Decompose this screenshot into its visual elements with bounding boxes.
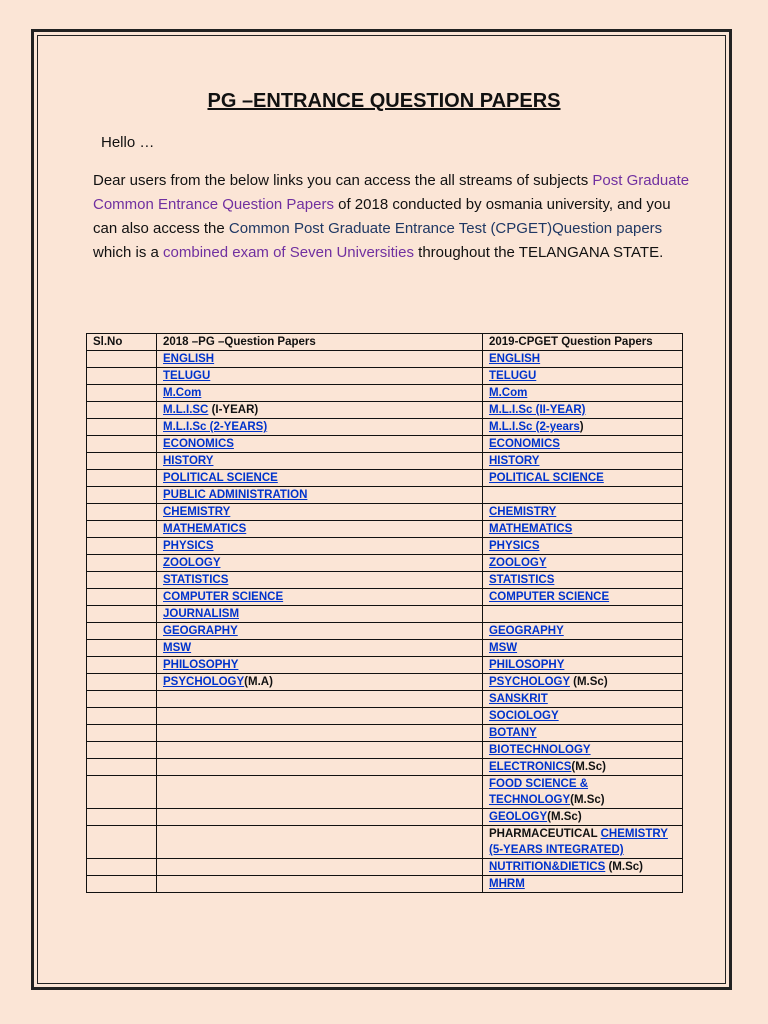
paper-qualifier: ): [579, 421, 584, 433]
table-row: [87, 759, 683, 776]
paper-2019-cell: [483, 419, 683, 436]
intro-text-1: Dear users from the below links you can access the all streams of subjects: [93, 172, 593, 189]
paper-2019-cell: [483, 402, 683, 419]
paper-2018-cell: [157, 538, 483, 555]
paper-2018-link[interactable]: ZOOLOGY: [163, 557, 221, 569]
table-body: [87, 351, 683, 893]
paper-2018-link[interactable]: POLITICAL SCIENCE: [163, 472, 278, 484]
sl-no-cell: [87, 368, 157, 385]
paper-2019-link[interactable]: PHYSICS: [489, 540, 540, 552]
table-row: [87, 385, 683, 402]
paper-2019-link[interactable]: MSW: [489, 642, 518, 654]
table-row: [87, 572, 683, 589]
paper-2019-link[interactable]: PSYCHOLOGY: [489, 676, 570, 688]
paper-2019-link[interactable]: MHRM: [489, 878, 525, 890]
paper-2019-cell: [483, 351, 683, 368]
table-row: [87, 657, 683, 674]
paper-2019-link[interactable]: PHILOSOPHY: [489, 659, 565, 671]
table-row: [87, 521, 683, 538]
intro-highlight-pgcet: Post Graduate Common Entrance Question Papers: [93, 172, 690, 213]
paper-2019-link[interactable]: M.Com: [489, 387, 528, 399]
paper-2019-cell: [483, 640, 683, 657]
paper-2019-cell: [483, 538, 683, 555]
sl-no-cell: [87, 555, 157, 572]
paper-2019-cell: [483, 623, 683, 640]
sl-no-cell: [87, 606, 157, 623]
paper-2019-cell: [483, 876, 683, 893]
paper-2019-cell: [483, 521, 683, 538]
paper-qualifier: (M.Sc): [547, 811, 582, 823]
paper-2019-link[interactable]: STATISTICS: [489, 574, 555, 586]
table-row: [87, 708, 683, 725]
paper-2019-link[interactable]: TELUGU: [489, 370, 537, 382]
paper-2019-cell: [483, 385, 683, 402]
sl-no-cell: [87, 657, 157, 674]
paper-2018-cell: [157, 657, 483, 674]
paper-2018-cell: [157, 691, 483, 708]
table-row: [87, 589, 683, 606]
paper-2019-link[interactable]: GEOGRAPHY: [489, 625, 564, 637]
sl-no-cell: [87, 809, 157, 826]
table-row: [87, 859, 683, 876]
paper-2019-cell: [483, 368, 683, 385]
paper-2019-cell: [483, 606, 683, 623]
paper-2019-cell: [483, 742, 683, 759]
intro-highlight-universities: combined exam of Seven Universities: [163, 244, 414, 261]
paper-2018-link[interactable]: PHYSICS: [163, 540, 214, 552]
paper-2018-cell: [157, 826, 483, 859]
header-2018-papers: 2018 –PG –Question Papers: [157, 334, 483, 351]
paper-2019-cell: [483, 776, 683, 809]
paper-2019-link[interactable]: NUTRITION&DIETICS: [489, 861, 606, 873]
paper-2018-link[interactable]: ENGLISH: [163, 353, 215, 365]
paper-2019-cell: [483, 708, 683, 725]
sl-no-cell: [87, 419, 157, 436]
paper-2019-cell: [483, 487, 683, 504]
intro-text-2: of 2018 conducted by osmania university, and you can also access the: [93, 196, 671, 237]
paper-2018-link[interactable]: PSYCHOLOGY: [163, 676, 245, 688]
paper-2019-link[interactable]: BOTANY: [489, 727, 537, 739]
sl-no-cell: [87, 725, 157, 742]
paper-2018-cell: [157, 742, 483, 759]
table-row: [87, 436, 683, 453]
intro-highlight-cpget: Common Post Graduate Entrance Test (CPGET)Question papers: [228, 220, 663, 237]
table-row: [87, 351, 683, 368]
paper-2018-cell: [157, 859, 483, 876]
sl-no-cell: [87, 385, 157, 402]
paper-2019-link[interactable]: POLITICAL SCIENCE: [489, 472, 604, 484]
paper-2018-cell: [157, 351, 483, 368]
paper-2018-link[interactable]: HISTORY: [163, 455, 214, 467]
intro-text-3: which is a: [93, 244, 164, 261]
table-row: [87, 453, 683, 470]
paper-2019-link[interactable]: CHEMISTRY: [489, 506, 557, 518]
table-row: [87, 674, 683, 691]
paper-2019-cell: [483, 809, 683, 826]
paper-2018-cell: [157, 876, 483, 893]
paper-2019-cell: [483, 691, 683, 708]
paper-2018-cell: [157, 368, 483, 385]
paper-2018-cell: [157, 809, 483, 826]
table-header-row: [87, 334, 683, 351]
paper-2019-link[interactable]: ECONOMICS: [489, 438, 560, 450]
paper-qualifier: (M.Sc): [605, 861, 643, 873]
table-row: [87, 504, 683, 521]
table-row: [87, 826, 683, 859]
page-title: PG –ENTRANCE QUESTION PAPERS: [207, 90, 561, 112]
paper-2019-cell: [483, 725, 683, 742]
paper-2018-link[interactable]: JOURNALISM: [163, 608, 240, 620]
paper-qualifier: (M.Sc): [571, 761, 606, 773]
sl-no-cell: [87, 623, 157, 640]
paper-2019-cell: [483, 470, 683, 487]
greeting: Hello …: [101, 134, 155, 151]
table-row: [87, 470, 683, 487]
paper-2018-cell: [157, 708, 483, 725]
table-row: [87, 623, 683, 640]
paper-2018-link[interactable]: M.Com: [163, 387, 202, 399]
paper-qualifier: (M.Sc): [569, 676, 608, 688]
sl-no-cell: [87, 691, 157, 708]
sl-no-cell: [87, 453, 157, 470]
paper-2019-link[interactable]: CHEMISTRY (5-YEARS INTEGRATED): [489, 828, 668, 856]
paper-2019-link[interactable]: SANSKRIT: [489, 693, 548, 705]
paper-2018-cell: [157, 776, 483, 809]
table-row: [87, 538, 683, 555]
paper-2019-cell: [483, 674, 683, 691]
table-row: [87, 419, 683, 436]
paper-2019-cell: [483, 555, 683, 572]
sl-no-cell: [87, 742, 157, 759]
table-row: [87, 742, 683, 759]
sl-no-cell: [87, 470, 157, 487]
table-row: [87, 876, 683, 893]
sl-no-cell: [87, 826, 157, 859]
paper-2018-link[interactable]: ECONOMICS: [163, 438, 234, 450]
paper-2018-cell: [157, 453, 483, 470]
sl-no-cell: [87, 402, 157, 419]
paper-2019-cell: [483, 589, 683, 606]
paper-2019-link[interactable]: GEOLOGY: [489, 811, 548, 823]
paper-2018-link[interactable]: COMPUTER SCIENCE: [163, 591, 284, 603]
paper-2019-link[interactable]: M.L.I.Sc (2-years: [489, 421, 580, 433]
sl-no-cell: [87, 504, 157, 521]
paper-2019-link[interactable]: ENGLISH: [489, 353, 541, 365]
paper-2018-link[interactable]: M.L.I.SC: [163, 404, 209, 416]
sl-no-cell: [87, 351, 157, 368]
paper-2018-cell: [157, 521, 483, 538]
paper-2018-link[interactable]: PUBLIC ADMINISTRATION: [163, 489, 308, 501]
table-row: [87, 725, 683, 742]
paper-2018-cell: [157, 572, 483, 589]
paper-2019-link[interactable]: SOCIOLOGY: [489, 710, 559, 722]
paper-qualifier: (I-YEAR): [208, 404, 259, 416]
paper-2018-cell: [157, 759, 483, 776]
sl-no-cell: [87, 436, 157, 453]
intro-text-4: throughout the TELANGANA STATE.: [413, 244, 664, 261]
sl-no-cell: [87, 538, 157, 555]
paper-2019-link[interactable]: COMPUTER SCIENCE: [489, 591, 610, 603]
paper-qualifier: (M.A): [244, 676, 273, 688]
paper-2018-cell: [157, 419, 483, 436]
table-row: [87, 368, 683, 385]
table-row: [87, 606, 683, 623]
table-row: [87, 776, 683, 809]
table-row: [87, 640, 683, 657]
paper-2019-link[interactable]: M.L.I.Sc (II-YEAR): [489, 404, 586, 416]
question-papers-table: [86, 333, 683, 893]
table-row: [87, 402, 683, 419]
paper-2019-cell: [483, 826, 683, 859]
table-row: [87, 809, 683, 826]
table-row: [87, 555, 683, 572]
sl-no-cell: [87, 589, 157, 606]
table-row: [87, 487, 683, 504]
paper-2018-cell: [157, 674, 483, 691]
paper-2019-cell: [483, 453, 683, 470]
paper-2018-cell: [157, 487, 483, 504]
sl-no-cell: [87, 859, 157, 876]
paper-2019-cell: [483, 657, 683, 674]
paper-2018-cell: [157, 589, 483, 606]
sl-no-cell: [87, 776, 157, 809]
paper-2018-cell: [157, 402, 483, 419]
paper-2018-cell: [157, 725, 483, 742]
paper-2019-link[interactable]: ZOOLOGY: [489, 557, 547, 569]
paper-2018-cell: [157, 640, 483, 657]
paper-qualifier: (M.Sc): [570, 794, 605, 806]
paper-2018-link[interactable]: STATISTICS: [163, 574, 229, 586]
paper-2018-link[interactable]: M.L.I.Sc (2-YEARS): [163, 421, 268, 433]
paper-2019-cell: [483, 859, 683, 876]
table-row: [87, 691, 683, 708]
header-2019-papers: 2019-CPGET Question Papers: [483, 334, 683, 351]
sl-no-cell: [87, 640, 157, 657]
paper-2019-link[interactable]: ELECTRONICS: [489, 761, 572, 773]
intro-paragraph: [93, 169, 693, 265]
paper-2018-cell: [157, 470, 483, 487]
sl-no-cell: [87, 487, 157, 504]
sl-no-cell: [87, 876, 157, 893]
paper-prefix: PHARMACEUTICAL: [489, 828, 601, 840]
header-sl-no: Sl.No: [87, 334, 157, 351]
paper-2018-link[interactable]: PHILOSOPHY: [163, 659, 239, 671]
paper-2018-link[interactable]: TELUGU: [163, 370, 211, 382]
paper-2018-cell: [157, 623, 483, 640]
paper-2019-cell: [483, 759, 683, 776]
sl-no-cell: [87, 674, 157, 691]
paper-2019-link[interactable]: HISTORY: [489, 455, 540, 467]
paper-2018-link[interactable]: MATHEMATICS: [163, 523, 247, 535]
paper-2019-cell: [483, 504, 683, 521]
sl-no-cell: [87, 521, 157, 538]
paper-2019-link[interactable]: BIOTECHNOLOGY: [489, 744, 591, 756]
paper-2018-cell: [157, 555, 483, 572]
sl-no-cell: [87, 708, 157, 725]
paper-2018-cell: [157, 504, 483, 521]
paper-2019-cell: [483, 572, 683, 589]
paper-2018-cell: [157, 606, 483, 623]
paper-2018-link[interactable]: MSW: [163, 642, 192, 654]
paper-2018-link[interactable]: GEOGRAPHY: [163, 625, 238, 637]
paper-2019-cell: [483, 436, 683, 453]
sl-no-cell: [87, 572, 157, 589]
sl-no-cell: [87, 759, 157, 776]
paper-2019-link[interactable]: FOOD SCIENCE & TECHNOLOGY: [489, 778, 589, 806]
paper-2018-cell: [157, 436, 483, 453]
paper-2018-cell: [157, 385, 483, 402]
paper-2018-link[interactable]: CHEMISTRY: [163, 506, 231, 518]
paper-2019-link[interactable]: MATHEMATICS: [489, 523, 573, 535]
